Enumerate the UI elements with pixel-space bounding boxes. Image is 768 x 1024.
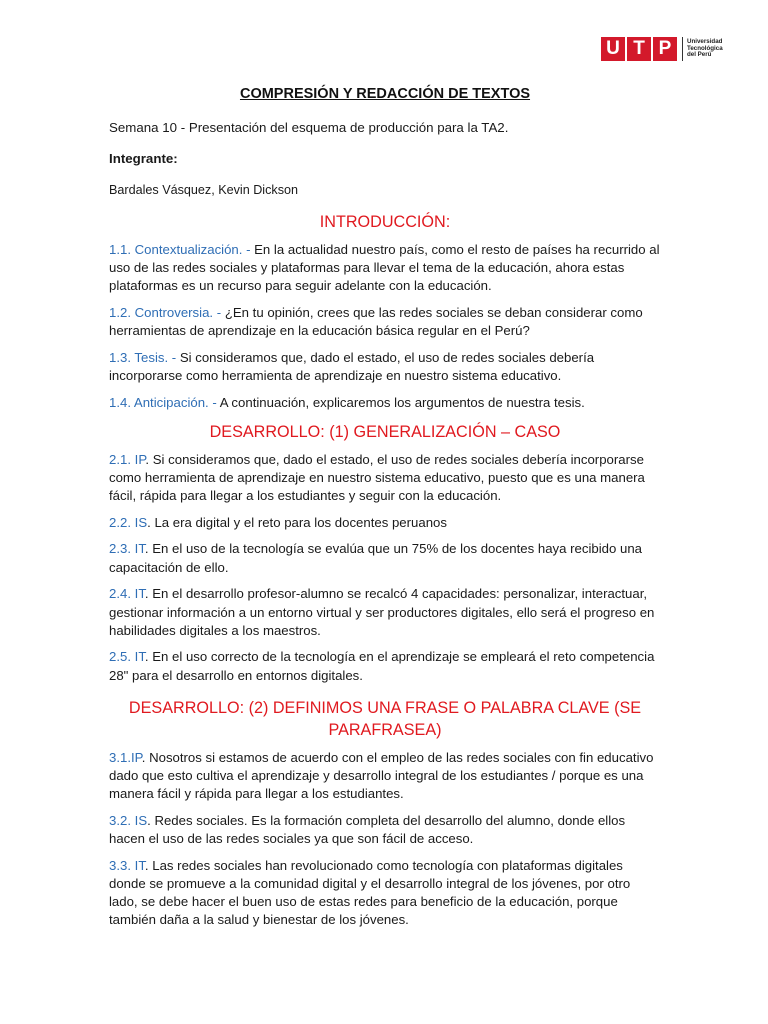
logo-university-name: [687, 39, 723, 59]
integrante-name: Bardales Vásquez, Kevin Dickson: [109, 183, 299, 197]
logo-line-1: Universidad: [687, 38, 723, 46]
intro-item-label: 1.1. Contextualización. -: [109, 242, 255, 257]
intro-item-label: 1.3. Tesis. -: [109, 350, 180, 366]
integrante-label: Integrante:: [109, 151, 178, 166]
intro-item: [109, 349, 661, 385]
desarrollo2-item-label: 3.2. IS: [109, 812, 148, 828]
introduccion-heading: INTRODUCCIÓN:: [319, 213, 451, 231]
logo-line-2: Tecnológica: [687, 44, 723, 52]
desarrollo1-item-label: 2.2. IS: [109, 514, 148, 530]
desarrollo2-item-text: . Las redes sociales han revolucionado como tecnología con plataformas digitales donde se promueve a la comunidad digital y el desarrollo integral de los jóvenes, por otro lado, se debe hacer el buen uso de estas redes para beneficio de la educación, porque también daña a la salud y bienestar de los jóvenes.: [109, 857, 631, 928]
desarrollo1-item: [109, 585, 661, 640]
intro-item: [109, 241, 661, 296]
intro-item: [109, 394, 661, 412]
document-body: [109, 86, 661, 938]
desarrollo2-item-label: 3.1.IP: [109, 749, 142, 765]
desarrollo2-item-text: . Nosotros si estamos de acuerdo con el empleo de las redes sociales con fin educativo dado que esto cultiva el aprendizaje y desarrollo integral de los estudiantes / porque es una manera fácil y rápida para llegar a los estudiantes.: [109, 749, 654, 802]
desarrollo2-item-text: . Redes sociales. Es la formación completa del desarrollo del alumno, donde ellos hacen el uso de las redes sociales ya que son fácil de acceso.: [109, 812, 626, 847]
desarrollo1-item-label: 2.4. IT: [109, 586, 145, 602]
desarrollo2-item-label: 3.3. IT: [109, 857, 145, 873]
intro-item-label: 1.2. Controversia. -: [109, 305, 225, 321]
intro-item: [109, 304, 661, 340]
desarrollo1-item: [109, 648, 661, 684]
desarrollo1-item-text: . En el uso correcto de la tecnología en el aprendizaje se empleará el reto competencia 28" para el desarrollo en entornos digitales.: [109, 649, 655, 683]
intro-item-text: En la actualidad nuestro país, como el resto de países ha recurrido al uso de las redes sociales y plataformas para llevar el tema de la educación, ahora estas plataformas es un recurso para seguir adelante con la educación.: [109, 242, 660, 294]
intro-item-label: 1.4. Anticipación. -: [109, 394, 220, 410]
logo-letter-p: P: [653, 37, 677, 61]
intro-item-text: ¿En tu opinión, crees que las redes sociales se deban considerar como herramientas de aprendizaje en la educación básica regular en el Perú?: [109, 305, 643, 339]
desarrollo2-item: [109, 857, 661, 930]
desarrollo1-heading: DESARROLLO: (1) GENERALIZACIÓN – CASO: [209, 422, 561, 441]
desarrollo2-item: [109, 812, 661, 848]
desarrollo1-item-text: . En el uso de la tecnología se evalúa que un 75% de los docentes haya recibido una capacitación de ello.: [109, 541, 643, 575]
semana-line: Semana 10 - Presentación del esquema de producción para la TA2.: [109, 120, 509, 135]
desarrollo1-item-label: 2.3. IT: [109, 541, 145, 557]
logo-letter-t: T: [627, 37, 651, 61]
desarrollo1-item-label: 2.5. IT: [109, 649, 145, 665]
desarrollo1-item-text: . Si consideramos que, dado el estado, el uso de redes sociales debería incorporarse como herramienta de aprendizaje en nuestro sistema educativo, puesto que es una manera fácil, rápida para llegar a los estudiantes y seguir con la educación.: [109, 451, 645, 504]
logo-line-3: del Perú: [687, 51, 712, 59]
desarrollo1-item-text: . La era digital y el reto para los docentes peruanos: [147, 514, 447, 530]
utp-logo: [601, 36, 723, 62]
desarrollo1-item-label: 2.1. IP: [109, 451, 146, 467]
desarrollo2-heading: DESARROLLO: (2) DEFINIMOS UNA FRASE O PALABRA CLAVE (SE PARAFRASEA): [128, 698, 642, 739]
logo-letter-u: U: [601, 37, 625, 61]
intro-item-text: Si consideramos que, dado el estado, el uso de redes sociales debería incorporarse como herramienta de aprendizaje en nuestro sistema educativo.: [109, 350, 595, 384]
desarrollo1-item: [109, 451, 661, 506]
intro-item-text: A continuación, explicaremos los argumentos de nuestra tesis.: [219, 394, 585, 410]
desarrollo1-item: [109, 514, 661, 532]
desarrollo1-item: [109, 540, 661, 576]
desarrollo1-item-text: . En el desarrollo profesor-alumno se recalcó 4 capacidades: personalizar, interactuar, gestionar información a un entorno virtual y ser productores digitales, ello será el progreso en habilidades digitales a los maestros.: [109, 586, 655, 638]
document-title: COMPRESIÓN Y REDACCIÓN DE TEXTOS: [239, 86, 531, 102]
logo-divider: [682, 37, 683, 61]
desarrollo2-item: [109, 749, 661, 804]
